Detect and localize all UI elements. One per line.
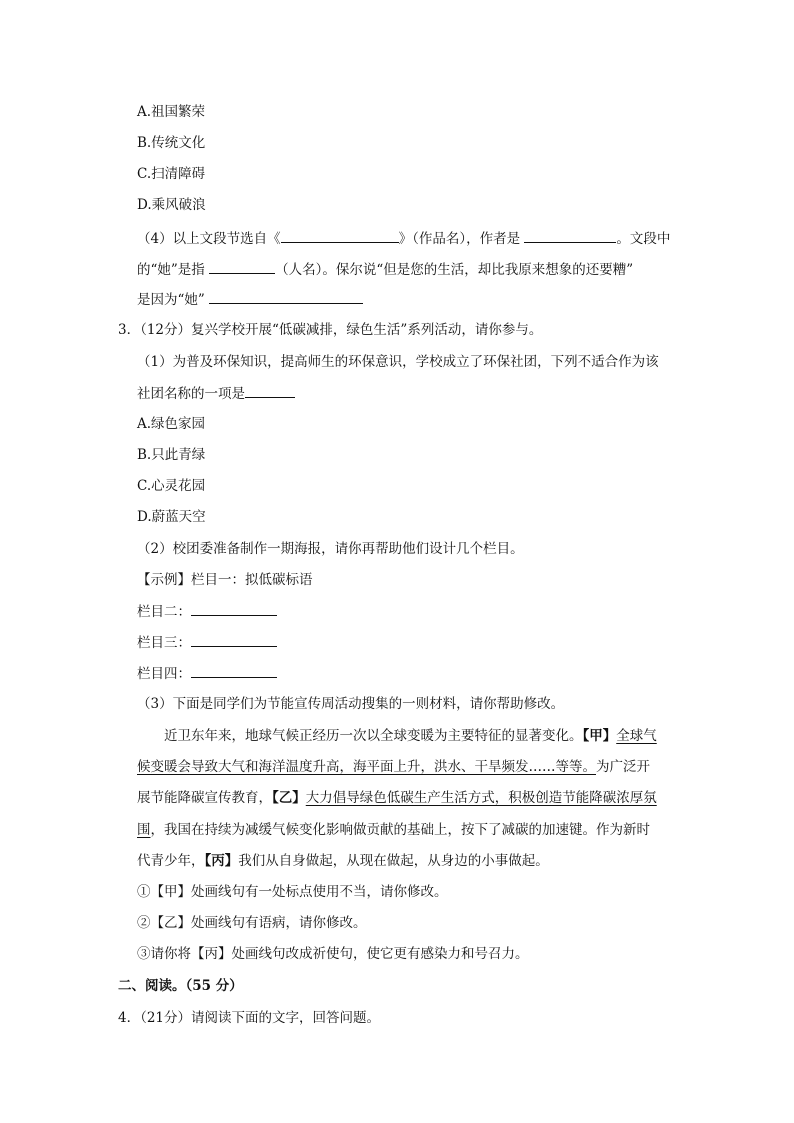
material-text: 为广泛开 [596,759,650,775]
q3-header: 3．（12分）复兴学校开展“低碳减排，绿色生活”系列活动，请你参与。 [118,322,543,338]
q3-3-prompt: （3）下面是同学们为节能宣传周活动搜集的一则材料，请你帮助修改。 [137,696,565,712]
section-heading: 二、阅读。（55 分） [118,978,243,994]
column-2-blank[interactable] [191,601,277,616]
q3-2-example: 【示例】栏目一：拟低碳标语 [137,572,313,588]
q3-1-text: 社团名称的一项是 [137,386,245,402]
underlined-yi: 大力倡导绿色低碳生产生活方式，积极创造节能降碳浓厚氛 [305,790,657,806]
column-3-blank[interactable] [191,632,277,647]
q3-2-prompt: （2）校团委准备制作一期海报，请你再帮助他们设计几个栏目。 [137,541,524,557]
q2-4-text-e: （人名）。保尔说“但是您的生活，却比我原来想象的还要糟” [275,262,634,278]
q2-4-line1 [137,228,670,249]
marker-yi: 【乙】 [272,790,306,806]
q2-option-b: B.传统文化 [137,135,206,151]
material-line-1 [164,726,657,746]
column-4-row [137,663,277,684]
task-2: ②【乙】处画线句有语病，请你修改。 [137,915,367,931]
material-line-4 [137,820,650,840]
q3-option-b: B.只此青绿 [137,447,206,463]
material-text: 我们从自身做起，从现在做起，从身边的小事做起。 [238,853,549,869]
q3-option-d: D.蔚蓝天空 [137,509,206,525]
marker-jia: 【甲】 [582,728,617,744]
q2-4-text-a: （4）以上文段节选自《 [137,231,281,247]
material-text: 近卫东年来，地球气候正经历一次以全球变暖为主要特征的显著变化。 [164,728,583,744]
q3-1-line2 [137,383,295,404]
q2-4-text-b: 》（作品名），作者是 [398,231,521,247]
underlined-jia: 候变暖会导致大气和海洋温度升高，海平面上升，洪水、干旱频发……等等。 [137,759,596,775]
author-blank[interactable] [524,228,616,243]
q2-4-text-c: 。文段中 [616,231,671,247]
material-text: ，我国在持续为减缓气候变化影响做贡献的基础上，按下了减碳的加速键。作为新时 [150,822,650,838]
q2-option-c: C.扫清障碍 [137,166,206,182]
q2-4-line3 [137,289,363,310]
material-line-3 [137,788,657,808]
q3-option-c: C.心灵花园 [137,478,206,494]
column-3-row [137,632,277,653]
column-3-label: 栏目三： [137,635,191,651]
q2-option-d: D.乘风破浪 [137,197,206,213]
material-line-2 [137,757,650,777]
task-3: ③请你将【丙】处画线句改成祈使句，使它更有感染力和号召力。 [137,946,529,962]
reason-blank[interactable] [209,289,363,304]
q4-header: 4．（21分）请阅读下面的文字，回答问题。 [118,1010,381,1026]
work-title-blank[interactable] [281,228,399,243]
q2-4-text-d: 的“她”是指 [137,262,205,278]
column-2-label: 栏目二： [137,604,191,620]
underlined-yi: 围 [137,822,151,838]
answer-blank[interactable] [245,383,295,398]
column-2-row [137,601,277,622]
q2-4-line2 [137,259,633,280]
q2-option-a: A.祖国繁荣 [137,104,206,120]
q3-option-a: A.绿色家园 [137,416,206,432]
q3-1-line1: （1）为普及环保知识，提高师生的环保意识，学校成立了环保社团，下列不适合作为该 [137,354,659,370]
material-line-5 [137,851,549,871]
column-4-label: 栏目四： [137,666,191,682]
q2-4-text-f: 是因为“她” [137,292,205,308]
person-name-blank[interactable] [209,259,275,274]
marker-bing: 【丙】 [204,853,239,869]
column-4-blank[interactable] [191,663,277,678]
material-text: 代青少年， [137,853,205,869]
task-1: ①【甲】处画线句有一处标点使用不当，请你修改。 [137,884,448,900]
underlined-jia: 全球气 [616,728,657,744]
material-text: 展节能降碳宣传教育， [137,790,272,806]
